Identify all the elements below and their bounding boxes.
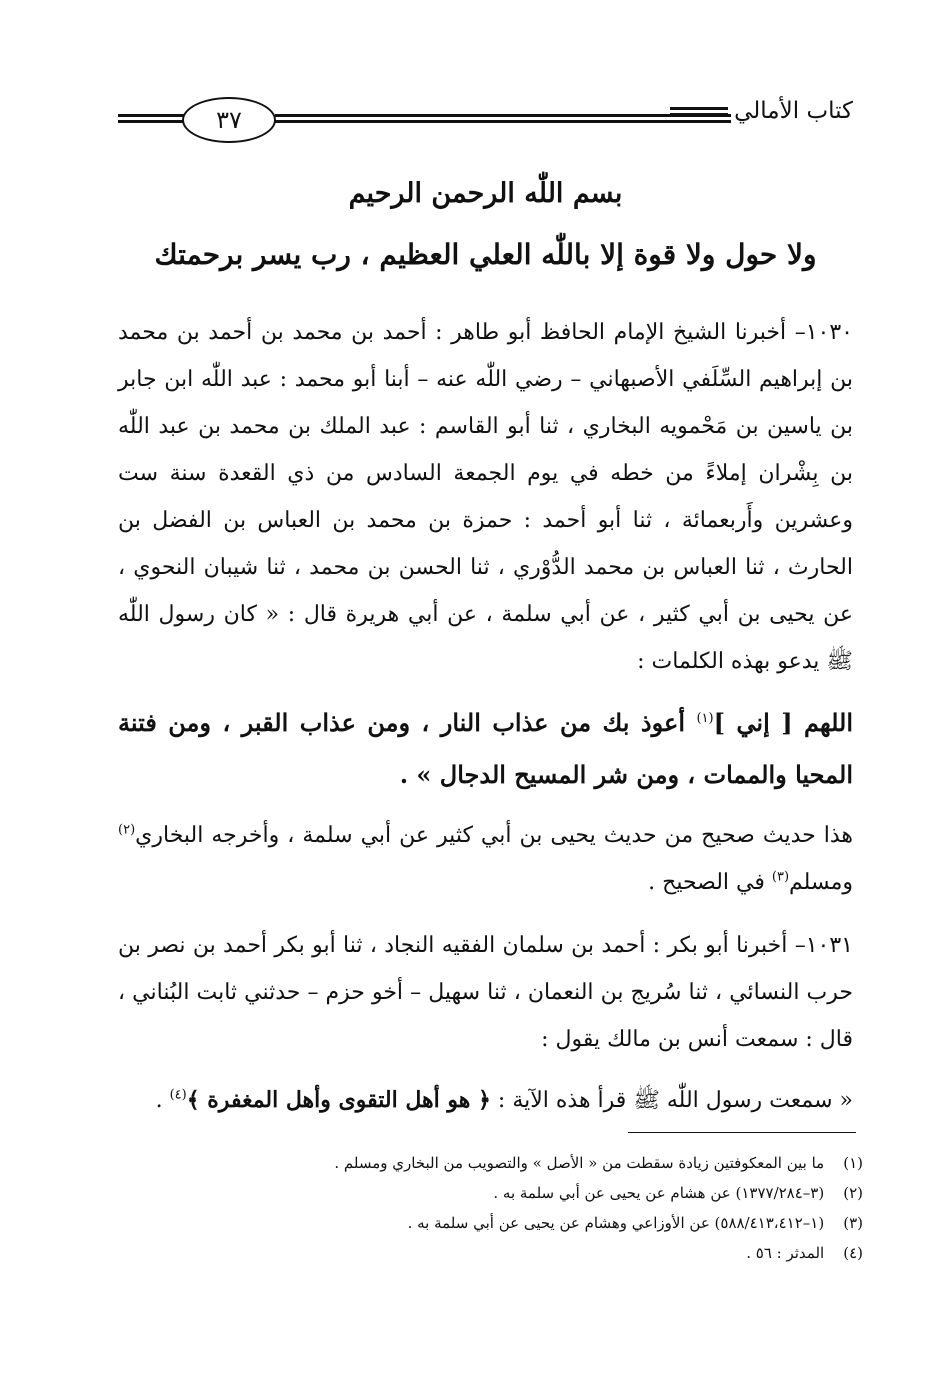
grading-end: في الصحيح .	[648, 870, 772, 895]
basmala: بسم اللّٰه الرحمن الرحيم	[348, 178, 623, 209]
dua-opening: اللهم [ إني ]	[713, 708, 853, 737]
footnote-ref-4: (٤)	[169, 1087, 187, 1103]
header-title-group	[670, 98, 853, 124]
hadith-1031-matn	[118, 1078, 853, 1123]
hadith-1030-isnad: ١٠٣٠– أخبرنا الشيخ الإمام الحافظ أبو طاهر : أحمد بن محمد بن أحمد بن محمد بن إبراهيم السِّلَفي الأصبهاني – رضي اللّٰه عنه – أبنا أبو محمد : عبد اللّٰه ابن جابر بن ياسين بن مَحْمويه البخاري ، ثنا أبو القاسم : عبد الملك بن محمد بن عبد اللّٰه بن بِشْران إملاءً من خطه في يوم الجمعة السادس من ذي القعدة سنة ست وعشرين وأَربعمائة ، ثنا أبو أحمد : حمزة بن محمد بن العباس بن الفضل بن الحارث ، ثنا العباس بن محمد الدُّوْري ، ثنا الحسن بن محمد ، ثنا شيبان النحوي ، عن يحيى بن أبي كثير ، عن أبي سلمة ، عن أبي هريرة قال : « كان رسول اللّٰه ﷺ يدعو بهذه الكلمات :	[118, 320, 853, 674]
footnote-3	[118, 1208, 863, 1238]
footnote-number: (٣)	[843, 1214, 863, 1232]
footnote-text: المدثر : ٥٦ .	[746, 1244, 825, 1262]
header-rule-right	[670, 107, 728, 116]
hadith-1030-grading	[118, 812, 853, 906]
matn-text: « سمعت رسول اللّٰه ﷺ قرأ هذه الآية :	[490, 1088, 853, 1113]
footnote-text: (١–٥٨٨/٤١٣،٤١٢) عن الأوزاعي وهشام عن يحيى عن أبي سلمة به .	[407, 1214, 825, 1232]
footnote-separator	[628, 1132, 856, 1133]
footnote-number: (٢)	[843, 1184, 863, 1202]
footnote-number: (٤)	[843, 1244, 863, 1262]
dua-text: أعوذ بك من عذاب النار ، ومن عذاب القبر ، ومن فتنة المحيا والممات ، ومن شر المسيح الدجال » .	[118, 708, 853, 789]
page-number: ٣٧	[182, 97, 276, 143]
grading-muslim: ومسلم	[789, 870, 853, 895]
footnote-1	[118, 1148, 863, 1178]
footnote-ref-1: (١)	[696, 711, 714, 726]
footnote-text: ما بين المعكوفتين زيادة سقطت من « الأصل » والتصويب من البخاري ومسلم .	[334, 1154, 825, 1172]
grading-text: هذا حديث صحيح من حديث يحيى بن أبي كثير عن أبي سلمة ، وأخرجه البخاري	[135, 823, 853, 848]
footnote-ref-2: (٢)	[118, 822, 136, 838]
book-title: كتاب الأمالي	[734, 98, 853, 124]
running-header	[118, 96, 853, 156]
footnote-4	[118, 1238, 863, 1268]
hadith-1030-dua	[118, 697, 853, 801]
matn-end: .	[155, 1088, 170, 1113]
header-rule-middle	[275, 114, 731, 123]
footnotes	[118, 1148, 863, 1268]
hadith-1031-isnad: ١٠٣١– أخبرنا أبو بكر : أحمد بن سلمان الفقيه النجاد ، ثنا أبو بكر أحمد بن نصر بن حرب النسائي ، ثنا سُريج بن النعمان ، ثنا سهيل – أخو حزم – حدثني ثابت البُناني ، قال : سمعت أنس بن مالك يقول :	[118, 933, 853, 1052]
header-rule-left	[118, 114, 188, 123]
footnote-ref-3: (٣)	[771, 869, 790, 885]
footnote-2	[118, 1178, 863, 1208]
footnote-text: (٣–١٣٧٧/٢٨٤) عن هشام عن يحيى عن أبي سلمة به .	[493, 1184, 825, 1202]
footnote-number: (١)	[843, 1154, 863, 1172]
hawqala-line: ولا حول ولا قوة إلا باللّٰه العلي العظيم ، رب يسر برحمتك	[154, 238, 817, 271]
quran-verse: ﴿ هو أهل التقوى وأهل المغفرة ﴾	[186, 1087, 491, 1113]
